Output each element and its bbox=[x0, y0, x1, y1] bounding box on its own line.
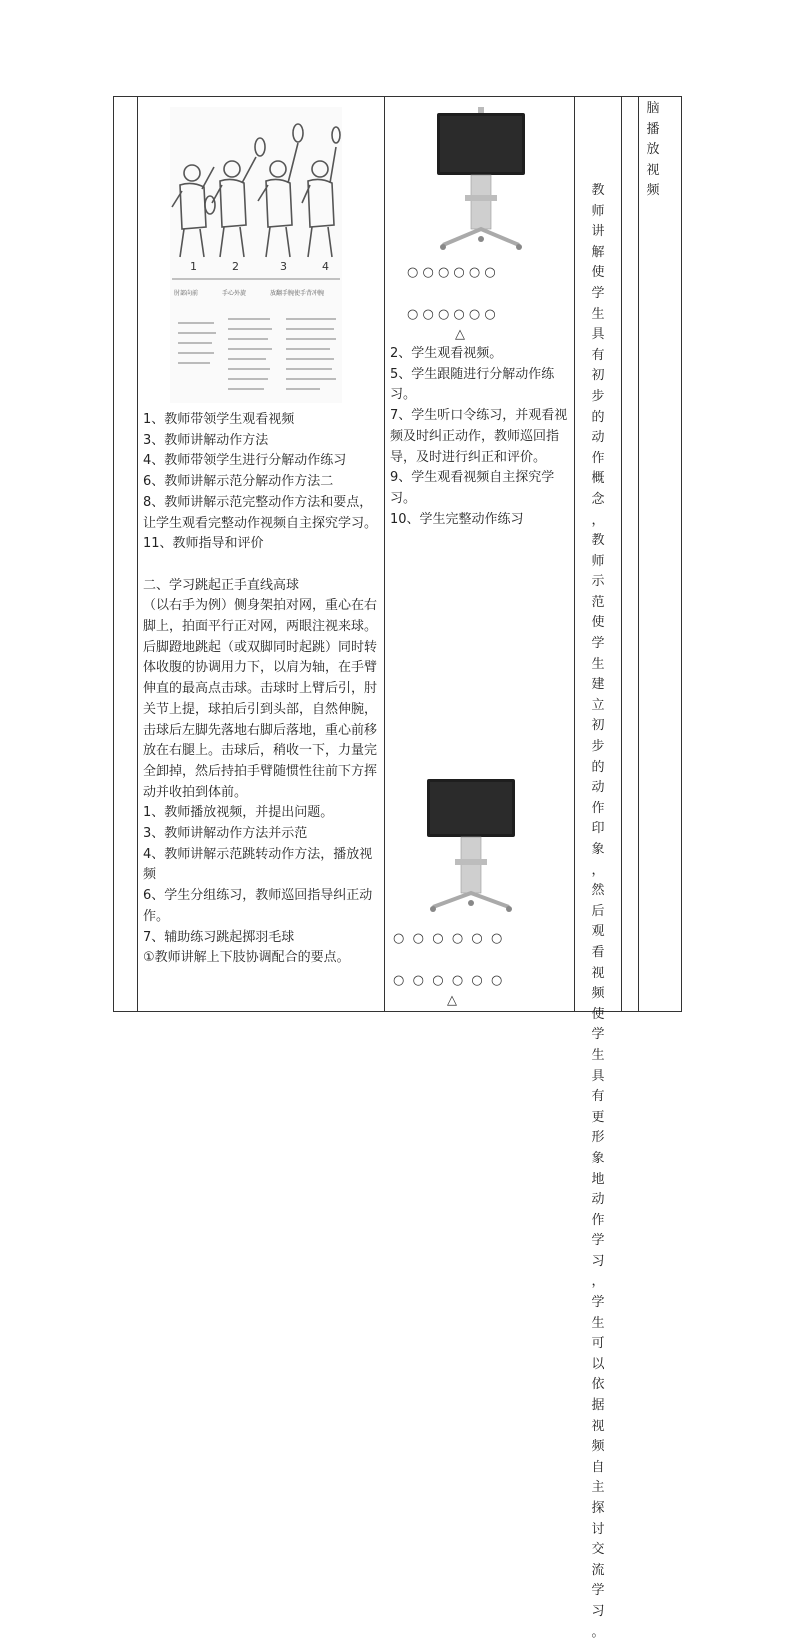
figure-caption-2: 手心外旋 bbox=[222, 290, 247, 297]
design-intent-char: 建 bbox=[591, 677, 605, 693]
design-intent-char: 习 bbox=[591, 1253, 605, 1269]
design-intent-char: 探 bbox=[591, 1501, 605, 1516]
design-intent-char: 后 bbox=[591, 903, 605, 919]
design-intent-char: 。 bbox=[591, 1624, 605, 1640]
design-intent-char: 作 bbox=[591, 450, 605, 466]
content-line-b7: 7、辅助练习跳起掷羽毛球 bbox=[143, 929, 295, 945]
design-intent-char: ， bbox=[591, 1274, 605, 1290]
media-use-char: 脑 bbox=[646, 101, 660, 116]
design-intent-char: 作 bbox=[591, 1212, 605, 1228]
content-line-b1: 1、教师播放视频，并提出问题。 bbox=[143, 805, 334, 821]
teaching-content-text bbox=[143, 410, 379, 969]
design-intent-char: 学 bbox=[591, 1295, 605, 1311]
design-intent-char: 解 bbox=[591, 244, 605, 260]
design-intent-char: 动 bbox=[591, 1192, 605, 1208]
design-intent-char: 以 bbox=[591, 1356, 605, 1372]
lesson-plan-table bbox=[113, 96, 682, 1640]
design-intent-char: 范 bbox=[591, 594, 605, 610]
content-line-b4: 4、教师讲解示范跳转动作方法，播放视频 bbox=[143, 846, 373, 883]
student-activity-cell bbox=[385, 97, 575, 1012]
design-intent-char: 教 bbox=[591, 533, 605, 549]
design-intent-char: 师 bbox=[591, 553, 605, 569]
design-intent-char: 有 bbox=[591, 1089, 605, 1105]
figure-caption-3: 放翻手腕使手背冲腕 bbox=[270, 290, 325, 297]
figure-caption-1: 肘部向前 bbox=[174, 290, 199, 297]
design-intent-char: 初 bbox=[591, 718, 605, 734]
design-intent-char: 使 bbox=[591, 265, 605, 281]
content-line-b8: ①教师讲解上下肢协调配合的要点。 bbox=[143, 950, 350, 966]
section-heading-jump-smash: 二、学习跳起正手直线高球 bbox=[143, 577, 300, 593]
design-intent-char: 更 bbox=[591, 1109, 605, 1125]
design-intent-char: 学 bbox=[591, 636, 605, 652]
content-line-b3: 3、教师讲解动作方法并示范 bbox=[143, 826, 308, 842]
design-intent-char: 生 bbox=[591, 656, 605, 672]
design-intent-char: 具 bbox=[591, 1068, 605, 1084]
design-intent-char: 使 bbox=[591, 1006, 605, 1022]
figure-number-2: 2 bbox=[232, 260, 239, 273]
content-line-3: 3、教师讲解动作方法 bbox=[143, 432, 269, 448]
design-intent-char: 步 bbox=[591, 739, 605, 755]
teacher-position-marker: △ bbox=[455, 327, 465, 342]
formation-row-2: ○ ○ ○ ○ ○ ○ bbox=[407, 307, 496, 322]
design-intent-char: 交 bbox=[591, 1542, 605, 1558]
activity-line-9: 9、学生观看视频自主探究学习。 bbox=[390, 470, 555, 506]
badminton-technique-illustration bbox=[170, 107, 342, 403]
design-intent-char: 教 bbox=[591, 183, 605, 198]
design-intent-char: 视 bbox=[591, 1418, 605, 1434]
blank-column bbox=[114, 97, 138, 1012]
design-intent-char: 学 bbox=[591, 285, 605, 301]
design-intent-char: 念 bbox=[591, 491, 605, 507]
design-intent-char: 习 bbox=[591, 1603, 605, 1619]
design-intent-char: 讨 bbox=[591, 1521, 605, 1537]
design-intent-char: 使 bbox=[591, 615, 605, 631]
tv-stand-icon-2 bbox=[425, 777, 517, 917]
design-intent-char: 频 bbox=[591, 986, 605, 1002]
design-intent-char: 师 bbox=[591, 203, 605, 219]
design-intent-char: 可 bbox=[591, 1336, 605, 1352]
design-intent-char: 形 bbox=[591, 1130, 605, 1146]
media-use-char: 放 bbox=[646, 142, 660, 158]
design-intent-cell bbox=[575, 97, 622, 1640]
design-intent-char: 生 bbox=[591, 1047, 605, 1063]
design-intent-char: 讲 bbox=[591, 224, 605, 240]
formation-row-4: ○ ○ ○ ○ ○ ○ bbox=[393, 973, 503, 988]
content-line-b6: 6、学生分组练习，教师巡回指导纠正动作。 bbox=[143, 888, 373, 924]
content-blank-line bbox=[143, 555, 379, 576]
design-intent-char: 学 bbox=[591, 1583, 605, 1599]
design-intent-char: 具 bbox=[591, 327, 605, 343]
activity-line-7: 7、学生听口令练习，并观看视频及时纠正动作，教师巡回指导，及时进行纠正和评价。 bbox=[390, 408, 568, 465]
design-intent-char: 学 bbox=[591, 1233, 605, 1249]
design-intent-char: 主 bbox=[591, 1480, 605, 1496]
media-use-char: 视 bbox=[646, 162, 660, 178]
design-intent-vertical-text bbox=[579, 181, 617, 1643]
design-intent-char: 的 bbox=[591, 409, 605, 425]
student-activity-text bbox=[390, 344, 570, 530]
design-intent-char: 流 bbox=[591, 1562, 605, 1578]
figure-number-3: 3 bbox=[280, 260, 287, 273]
activity-line-2: 2、学生观看视频。 bbox=[390, 346, 503, 361]
design-intent-char: 据 bbox=[591, 1398, 605, 1414]
design-intent-char: 生 bbox=[591, 1315, 605, 1331]
media-use-cell bbox=[639, 97, 682, 1012]
design-intent-char: 生 bbox=[591, 306, 605, 322]
content-line-1: 1、教师带领学生观看视频 bbox=[143, 412, 295, 427]
technique-description: （以右手为例）侧身架拍对网，重心在右脚上，拍面平行正对网，两眼注视来球。后脚蹬地跳起（或双脚同时起跳）同时转体收腹的协调用力下，以肩为轴，在手臂伸直的最高点击球。击球时上臂后引，肘关节上提，球拍后引到头部，自然伸腕，击球后左脚先落地右脚后落地，重心前移放在右腿上。击球后，稍收一下，力量完全卸掉，然后持拍手臂随惯性往前下方挥动并收拍到体前。 bbox=[143, 598, 378, 800]
media-use-vertical-text bbox=[643, 99, 663, 202]
media-use-char: 播 bbox=[646, 121, 660, 137]
design-intent-char: 动 bbox=[591, 430, 605, 446]
design-intent-char: 初 bbox=[591, 368, 605, 384]
content-line-11: 11、教师指导和评价 bbox=[143, 536, 264, 552]
formation-row-3: ○ ○ ○ ○ ○ ○ bbox=[393, 931, 503, 946]
activity-line-5: 5、学生跟随进行分解动作练习。 bbox=[390, 366, 555, 403]
design-intent-char: 作 bbox=[591, 800, 605, 816]
formation-row-1: ○ ○ ○ ○ ○ ○ bbox=[407, 265, 496, 280]
design-intent-char: 地 bbox=[591, 1171, 605, 1187]
design-intent-char: 依 bbox=[591, 1377, 605, 1393]
design-intent-char: 学 bbox=[591, 1027, 605, 1043]
design-intent-char: 立 bbox=[591, 697, 605, 713]
design-intent-char: 观 bbox=[591, 924, 605, 940]
design-intent-char: 概 bbox=[591, 471, 605, 487]
blank-narrow-column bbox=[622, 97, 639, 1012]
design-intent-char: 动 bbox=[591, 780, 605, 796]
figure-number-4: 4 bbox=[322, 260, 329, 273]
content-line-8: 8、教师讲解示范完整动作方法和要点，让学生观看完整动作视频自主探究学习。 bbox=[143, 494, 378, 531]
teacher-position-marker-2: △ bbox=[447, 993, 457, 1008]
figure-number-1: 1 bbox=[190, 260, 197, 273]
design-intent-char: 自 bbox=[591, 1459, 605, 1475]
teaching-content-cell bbox=[138, 97, 385, 1012]
design-intent-char: 有 bbox=[591, 347, 605, 363]
tv-stand-icon bbox=[435, 107, 527, 257]
media-use-char: 频 bbox=[646, 183, 660, 199]
design-intent-char: 的 bbox=[591, 759, 605, 775]
design-intent-char: 看 bbox=[591, 944, 605, 960]
design-intent-char: ， bbox=[591, 512, 605, 528]
design-intent-char: 示 bbox=[591, 574, 605, 590]
design-intent-char: 象 bbox=[591, 1150, 605, 1166]
design-intent-char: 步 bbox=[591, 388, 605, 404]
content-line-6: 6、教师讲解示范分解动作方法二 bbox=[143, 474, 334, 490]
design-intent-char: ， bbox=[591, 862, 605, 878]
design-intent-char: 然 bbox=[591, 883, 605, 899]
design-intent-char: 印 bbox=[591, 821, 605, 837]
design-intent-char: 视 bbox=[591, 965, 605, 981]
activity-line-10: 10、学生完整动作练习 bbox=[390, 511, 524, 527]
content-line-4: 4、教师带领学生进行分解动作练习 bbox=[143, 453, 347, 469]
design-intent-char: 象 bbox=[591, 842, 605, 857]
design-intent-char: 频 bbox=[591, 1439, 605, 1455]
